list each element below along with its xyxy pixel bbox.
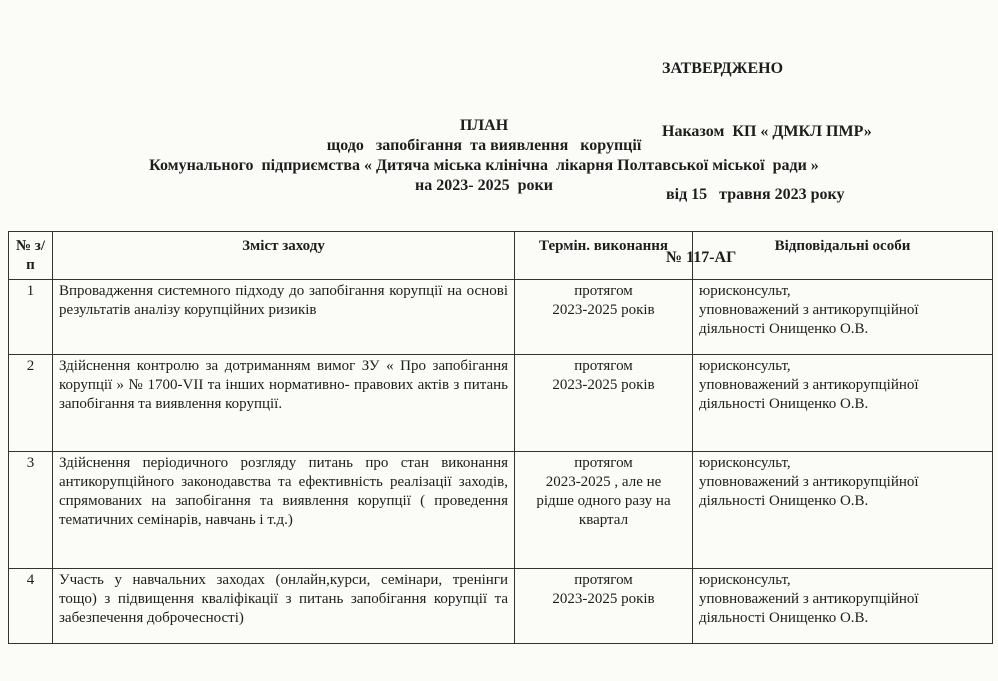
table-row xyxy=(9,569,993,644)
term-line: 2023-2025 , але не xyxy=(545,474,662,490)
row-content: Участь у навчальних заходах (онлайн,курси, семінари, тренінги тощо) з підвищення кваліфікації з питань запобігання корупції та забезпечення доброчесності) xyxy=(53,569,515,644)
responsible-line: уповноважений з антикорупційної xyxy=(699,377,919,393)
header-responsible: Відповідальні особи xyxy=(693,232,993,280)
table-row xyxy=(9,355,993,452)
term-line: 2023-2025 років xyxy=(552,377,655,393)
title-subject: щодо запобігання та виявлення корупції xyxy=(326,137,642,154)
responsible-line: юрисконсульт, xyxy=(699,283,791,299)
row-number: 1 xyxy=(9,280,53,355)
table-header-row xyxy=(9,232,993,280)
responsible-line: діяльності Онищенко О.В. xyxy=(699,610,869,626)
responsible-line: діяльності Онищенко О.В. xyxy=(699,321,869,337)
row-content: Здійснення контролю за дотриманням вимог ЗУ « Про запобігання корупції » № 1700-VII та інших нормативно- правових актів з питань запобігання та виявлення корупції. xyxy=(53,355,515,452)
row-responsible xyxy=(693,452,993,569)
responsible-line: уповноважений з антикорупційної xyxy=(699,474,919,490)
approval-order: Наказом КП « ДМКЛ ПМР» xyxy=(662,123,872,140)
row-term xyxy=(515,280,693,355)
row-content: Впровадження системного підходу до запобігання корупції на основі результатів аналізу корупційних ризиків xyxy=(53,280,515,355)
term-line: квартал xyxy=(578,512,629,528)
header-number: № з/п xyxy=(9,232,53,280)
responsible-line: діяльності Онищенко О.В. xyxy=(699,493,869,509)
responsible-line: діяльності Онищенко О.В. xyxy=(699,396,869,412)
table-row xyxy=(9,280,993,355)
term-line: протягом xyxy=(574,358,633,374)
row-responsible xyxy=(693,569,993,644)
header-term: Термін. виконання xyxy=(515,232,693,280)
title-organization: Комунального підприємства « Дитяча міська клінічна лікарня Полтавської міської ради » xyxy=(149,157,819,174)
approval-date: від 15 травня 2023 року xyxy=(662,186,845,203)
term-line: рідше одного разу на xyxy=(536,493,671,509)
term-line: протягом xyxy=(574,455,633,471)
term-line: 2023-2025 років xyxy=(552,302,655,318)
row-term xyxy=(515,569,693,644)
plan-table xyxy=(8,231,993,644)
table-row xyxy=(9,452,993,569)
row-number: 3 xyxy=(9,452,53,569)
row-content: Здійснення періодичного розгляду питань про стан виконання антикорупційного законодавства та ефективність реалізації заходів, спрямованих на запобігання та виявлення корупції ( проведення тематичних семінарів, навчань і т.д.) xyxy=(53,452,515,569)
approval-number: № 117-АГ xyxy=(662,249,737,266)
document-title xyxy=(0,116,968,196)
responsible-line: уповноважений з антикорупційної xyxy=(699,302,919,318)
row-number: 4 xyxy=(9,569,53,644)
responsible-line: уповноважений з антикорупційної xyxy=(699,591,919,607)
title-plan: ПЛАН xyxy=(459,117,509,134)
term-line: 2023-2025 років xyxy=(552,591,655,607)
responsible-line: юрисконсульт, xyxy=(699,358,791,374)
row-term xyxy=(515,452,693,569)
row-responsible xyxy=(693,280,993,355)
responsible-line: юрисконсульт, xyxy=(699,455,791,471)
title-period: на 2023- 2025 роки xyxy=(415,177,553,194)
header-content: Зміст заходу xyxy=(53,232,515,280)
term-line: протягом xyxy=(574,572,633,588)
row-responsible xyxy=(693,355,993,452)
row-term xyxy=(515,355,693,452)
responsible-line: юрисконсульт, xyxy=(699,572,791,588)
term-line: протягом xyxy=(574,283,633,299)
approval-heading: ЗАТВЕРДЖЕНО xyxy=(662,60,784,77)
row-number: 2 xyxy=(9,355,53,452)
